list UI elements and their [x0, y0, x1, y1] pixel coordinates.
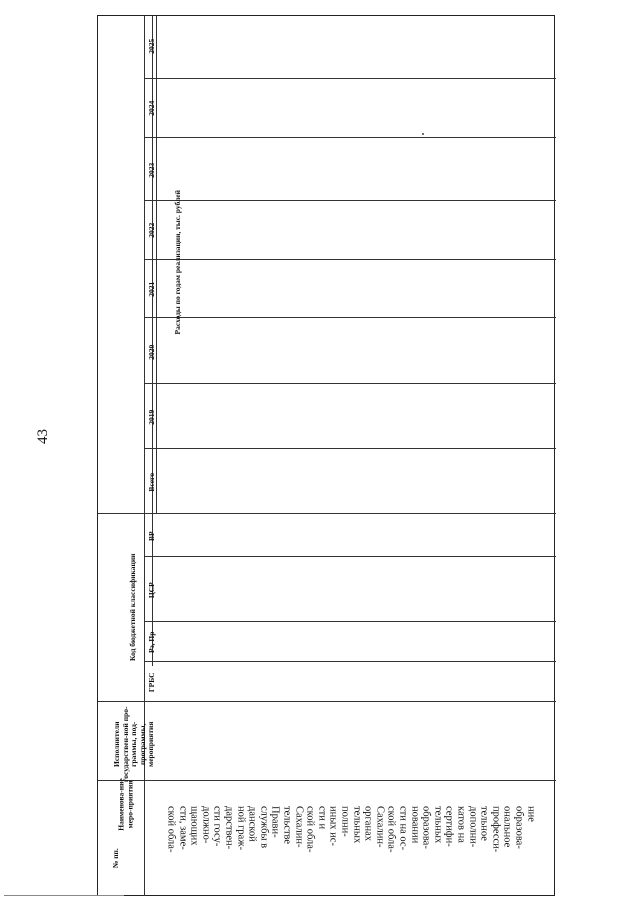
measure-name-line: ской обла- — [385, 806, 397, 853]
col-2020: 2020 — [146, 344, 156, 360]
measure-name-line: тельное — [478, 806, 490, 841]
col-2024: 2024 — [146, 100, 156, 116]
measure-name-line: професси- — [490, 806, 502, 853]
measure-name-line: должно- — [200, 806, 212, 844]
measure-name-line: дарствен- — [223, 806, 235, 850]
measure-name-line: ской обла- — [304, 806, 316, 853]
col-sep-vr — [144, 556, 556, 557]
measure-name-line: органах — [362, 806, 374, 841]
header-name: Наименова-ние меро-приятия — [116, 778, 134, 831]
col-2025: 2025 — [146, 38, 156, 54]
col-sep-2022 — [144, 259, 556, 260]
measure-name-line: ональное — [501, 806, 513, 848]
col-2021: 2021 — [146, 281, 156, 297]
header-executors: Исполнители государствен-ной про-граммы, под-программы, мероприятия — [111, 706, 155, 782]
measure-name-line: полни- — [339, 806, 351, 837]
col-grbs: ГРБС — [146, 672, 156, 693]
header-budget-code: Код бюджетной классификации — [127, 553, 137, 661]
measure-name-line: Прави- — [269, 806, 281, 838]
col-vr: ВР — [146, 531, 156, 542]
measure-name-line: ской обла- — [165, 806, 177, 853]
col-sep-grbs — [98, 701, 556, 702]
header-num: № пп. — [110, 848, 120, 869]
measure-name-line: данской — [246, 806, 258, 842]
budget-table — [97, 15, 555, 896]
col-2022: 2022 — [146, 222, 156, 238]
col-sep-executors — [98, 780, 556, 781]
measure-name-line: Сахалин- — [374, 806, 386, 848]
col-2019: 2019 — [146, 409, 156, 425]
measure-name-line: тельных — [432, 806, 444, 844]
header-expenses: Расходы по годам реализации, тыс. рублей — [172, 190, 182, 335]
scan-speck — [422, 133, 424, 135]
col-total: Всего — [146, 472, 156, 492]
measure-name-line: сертифи- — [443, 806, 455, 847]
measure-name-line: образова- — [513, 806, 525, 849]
measure-name-line: Сахалин- — [293, 806, 305, 848]
col-csr: ЦСР — [146, 582, 156, 599]
col-sep-2020 — [144, 383, 556, 384]
footer-rule — [4, 895, 124, 896]
measure-name-line: тельстве — [281, 806, 293, 845]
measure-name-line: катов на — [455, 806, 467, 843]
col-sep-2021 — [144, 317, 556, 318]
measure-name-line: ной граж- — [235, 806, 247, 851]
measure-name-line: службы в — [258, 806, 270, 849]
col-sep-2025 — [144, 78, 556, 79]
col-rzpr: Рз, Пр — [146, 631, 156, 653]
measure-name-line: сти госу- — [211, 806, 223, 847]
col-sep-2023 — [144, 200, 556, 201]
measure-name-line: сти на ос- — [397, 806, 409, 851]
measure-name-line: иных ис- — [327, 806, 339, 846]
col-sep-csr — [144, 621, 556, 622]
col-sep-rzpr — [144, 661, 556, 662]
page-number: 43 — [35, 429, 51, 444]
measure-name-line: щающих — [188, 806, 200, 846]
measure-name-line: ние — [525, 806, 537, 822]
measure-name-cell — [165, 806, 537, 896]
col-2023: 2023 — [146, 162, 156, 178]
col-sep-2019 — [144, 448, 556, 449]
measure-name-line: дополни- — [467, 806, 479, 848]
measure-name-line: сти, заме- — [177, 806, 189, 850]
measure-name-line: новании — [409, 806, 421, 844]
col-sep-total — [98, 513, 556, 514]
measure-name-line: сти и — [316, 806, 328, 830]
measure-name-line: тельных — [351, 806, 363, 844]
col-sep-2024 — [144, 137, 556, 138]
measure-name-line: образова- — [420, 806, 432, 849]
